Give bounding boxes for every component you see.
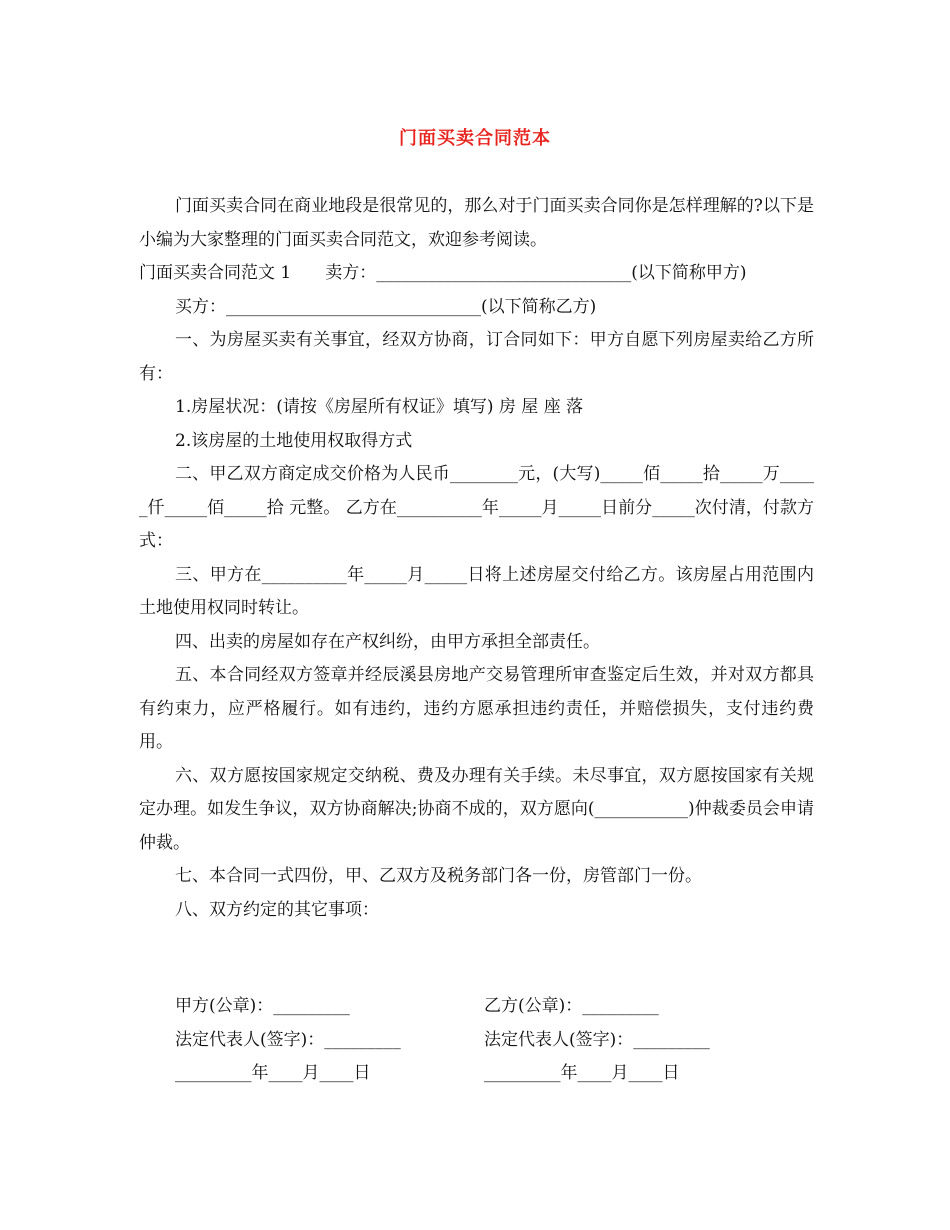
party-a-date: _________年____月____日 [175,1063,371,1083]
clause-1-item-2: 2.该房屋的土地使用权取得方式 [175,430,413,451]
clause-1: 一、为房屋买卖有关事宜，经双方协商，订合同如下：甲方自愿下列房屋卖给乙方所有： [139,330,814,384]
seller-line: 门面买卖合同范文 1 卖方：______________________________(以下简称甲方) [139,263,747,283]
clause-6: 六、双方愿按国家规定交纳税、费及办理有关手续。未尽事宜，双方愿按国家有关规定办理。如发生争议，双方协商解决;协商不成的，双方愿向(___________)仲裁委员会申请仲裁。 [139,765,814,853]
clause-2: 二、甲乙双方商定成交价格为人民币________元，(大写)_____佰_____拾_____万_____仟_____佰_____拾 元整。 乙方在__________年_____月_____日前分_____次付清，付款方式： [139,464,814,551]
signature-row-date [139,1057,814,1091]
intro-paragraph: 门面买卖合同在商业地段是很常见的，那么对于门面买卖合同你是怎样理解的?以下是小编为大家整理的门面买卖合同范文，欢迎参考阅读。 [139,196,814,250]
signature-row-representative [139,1024,814,1058]
party-b-seal: 乙方(公章)：_________ [484,996,659,1016]
document-title: 门面买卖合同范本 [399,128,551,149]
signature-row-seal [139,990,814,1024]
clause-1-item-1: 1.房屋状况：(请按《房屋所有权证》填写) 房 屋 座 落 [175,397,584,417]
clause-5: 五、本合同经双方签章并经辰溪县房地产交易管理所审查鉴定后生效，并对双方都具有约束力，应严格履行。如有违约，违约方愿承担违约责任，并赔偿损失，支付违约费用。 [139,665,814,752]
signature-block [139,990,814,1091]
clause-7: 七、本合同一式四份，甲、乙双方及税务部门各一份，房管部门一份。 [175,866,702,886]
party-a-representative: 法定代表人(签字)：_________ [175,1029,401,1050]
party-a-seal: 甲方(公章)：_________ [175,996,350,1016]
clause-4: 四、出卖的房屋如存在产权纠纷，由甲方承担全部责任。 [175,631,600,652]
buyer-line: 买方：______________________________(以下简称乙方) [175,296,597,317]
clause-8: 八、双方约定的其它事项： [175,899,379,920]
clause-3: 三、甲方在__________年_____月_____日将上述房屋交付给乙方。该房屋占用范围内土地使用权同时转让。 [139,564,814,618]
party-b-representative: 法定代表人(签字)：_________ [484,1029,710,1050]
document-body [139,190,814,927]
party-b-date: _________年____月____日 [484,1063,680,1083]
